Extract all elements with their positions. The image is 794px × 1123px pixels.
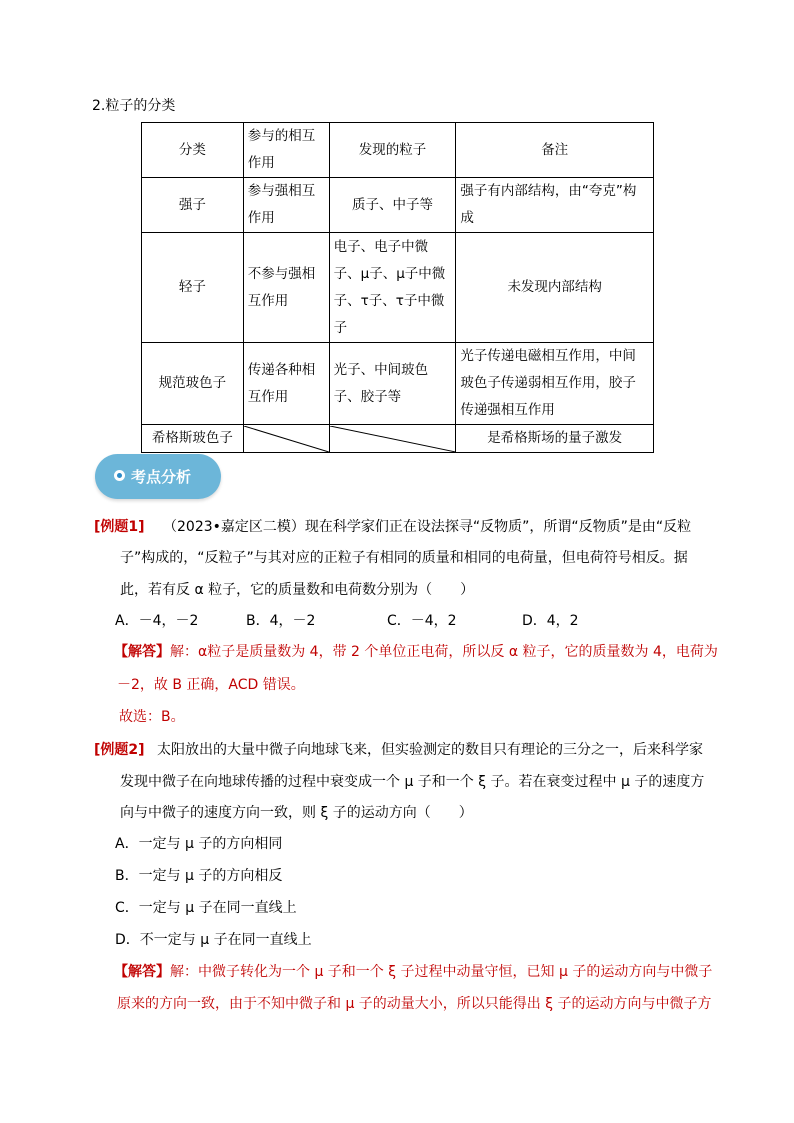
example1-option-b: B．4，－2	[246, 613, 316, 629]
example1-text: （2023•嘉定区二模）现在科学家们正在设法探寻“反物质”，所谓“反物质”是由“反粒	[163, 519, 692, 535]
cell-interaction: 参与强相互作用	[243, 178, 329, 233]
header-category: 分类	[142, 123, 244, 178]
header-note: 备注	[456, 123, 654, 178]
example2-line3: 向与中微子的速度方向一致，则 ξ 子的运动方向（ ）	[120, 805, 473, 821]
example2-answer-line1	[114, 961, 712, 981]
header-interaction: 参与的相互作用	[243, 123, 329, 178]
example2-line2: 发现中微子在向地球传播的过程中衰变成一个 μ 子和一个 ξ 子。若在衰变过程中 μ 子的速度方	[120, 774, 705, 790]
example1-option-c: C．－4，2	[387, 613, 457, 629]
cell-found: 光子、中间玻色子、胶子等	[329, 343, 456, 425]
cell-note: 是希格斯场的量子激发	[456, 425, 654, 453]
table-header-row	[142, 123, 654, 178]
particle-classification-table	[141, 122, 654, 453]
example2-text: 太阳放出的大量中微子向地球飞来，但实验测定的数目只有理论的三分之一，后来科学家	[157, 742, 703, 758]
cell-empty-diagonal	[243, 425, 329, 453]
example1-choice: 故选：B。	[119, 709, 185, 725]
example1-answer-text: 解：α粒子是质量数为 4，带 2 个单位正电荷，所以反 α 粒子，它的质量数为 4，电荷为	[170, 644, 718, 660]
cell-interaction: 不参与强相互作用	[243, 233, 329, 343]
cell-category: 希格斯玻色子	[142, 425, 244, 453]
example2-option-d: D．不一定与 μ 子在同一直线上	[115, 932, 312, 948]
cell-note: 强子有内部结构，由“夸克”构成	[456, 178, 654, 233]
cell-note: 光子传递电磁相互作用，中间玻色子传递弱相互作用，胶子传递强相互作用	[456, 343, 654, 425]
table-row	[142, 178, 654, 233]
example1-line2: 子”构成的，“反粒子”与其对应的正粒子有相同的质量和相同的电荷量，但电荷符号相反。据	[120, 550, 688, 566]
example1-option-a: A．－4，－2	[115, 613, 199, 629]
bullet-icon	[114, 470, 125, 481]
section-title: 2.粒子的分类	[92, 98, 176, 114]
example1-answer-line2: －2，故 B 正确，ACD 错误。	[117, 677, 305, 693]
cell-note: 未发现内部结构	[456, 233, 654, 343]
cell-interaction: 传递各种相互作用	[243, 343, 329, 425]
example1-option-d: D．4，2	[522, 613, 579, 629]
cell-found: 质子、中子等	[329, 178, 456, 233]
example1-tag: [例题1]	[94, 519, 145, 535]
example1-line3: 此，若有反 α 粒子，它的质量数和电荷数分别为（ ）	[120, 582, 475, 598]
example2-option-c: C．一定与 μ 子在同一直线上	[115, 900, 297, 916]
diagonal-line-icon	[330, 426, 456, 452]
diagonal-line-icon	[244, 426, 329, 452]
section-badge	[95, 454, 221, 499]
example2-answer-tag: 【解答】	[114, 964, 170, 980]
example1-line1	[94, 516, 691, 536]
header-found: 发现的粒子	[329, 123, 456, 178]
example2-answer-text: 解：中微子转化为一个 μ 子和一个 ξ 子过程中动量守恒，已知 μ 子的运动方向与中微子	[170, 964, 713, 980]
cell-category: 规范玻色子	[142, 343, 244, 425]
example1-answer-line1	[114, 641, 718, 661]
example2-tag: [例题2]	[94, 742, 145, 758]
example2-option-a: A．一定与 μ 子的方向相同	[115, 836, 283, 852]
table-row	[142, 343, 654, 425]
example1-answer-tag: 【解答】	[114, 644, 170, 660]
example2-line1	[94, 739, 703, 759]
table-row	[142, 425, 654, 453]
cell-category: 强子	[142, 178, 244, 233]
example2-answer-line2: 原来的方向一致，由于不知中微子和 μ 子的动量大小，所以只能得出 ξ 子的运动方向与中微子方	[117, 996, 712, 1012]
cell-category: 轻子	[142, 233, 244, 343]
example2-option-b: B．一定与 μ 子的方向相反	[115, 868, 283, 884]
badge-label: 考点分析	[131, 468, 192, 486]
cell-found: 电子、电子中微子、μ子、μ子中微子、τ子、τ子中微子	[329, 233, 456, 343]
table-row	[142, 233, 654, 343]
cell-empty-diagonal	[329, 425, 456, 453]
